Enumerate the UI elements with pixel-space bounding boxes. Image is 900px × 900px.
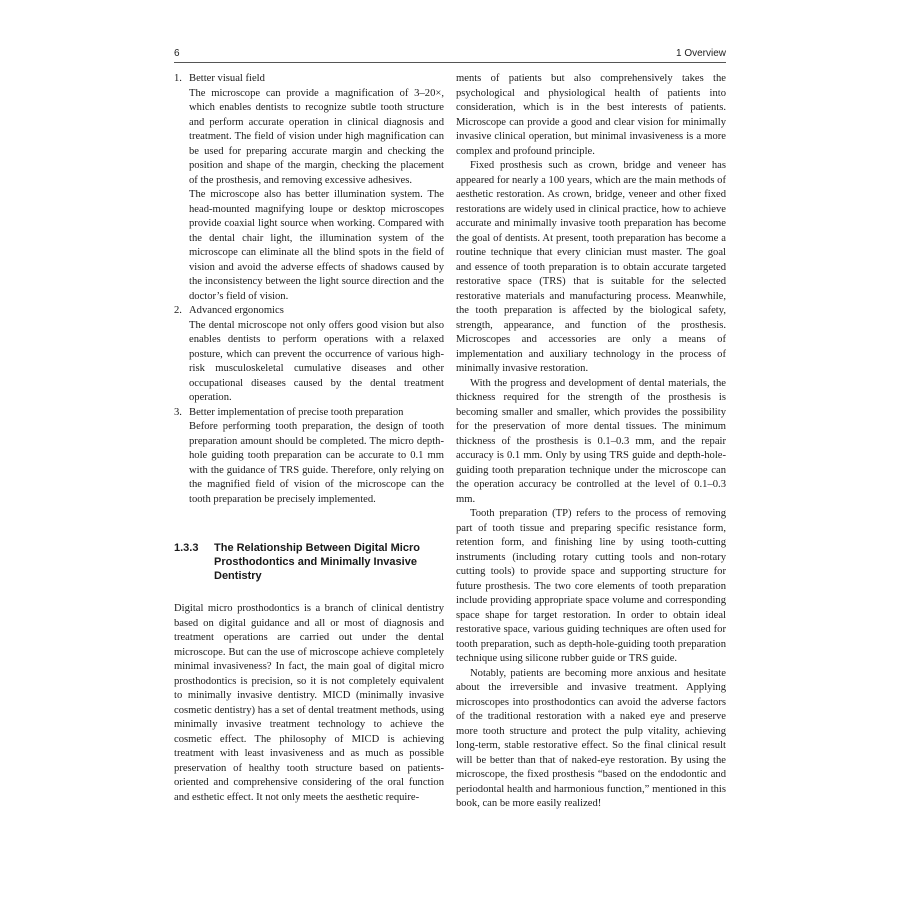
paragraph: ments of patients but also comprehensively takes the psychological and physiological health of patients into consideration, which is in the best interests of patients. Microscope can provide a good and clear vision for minimally invasive clinical operation, but minimal invasiveness is a more complex and profound principle. (456, 73, 726, 157)
list-item (174, 406, 444, 508)
chapter-title: 1 Overview (675, 48, 726, 59)
paragraph: Tooth preparation (TP) refers to the process of removing part of tooth tissue and preparing specific resistance form, retention form, and finishing line by using tooth-cutting instruments (including rotary cutting tools and non-rotary cutting tools) to provide space and supporting structure for future prosthesis. The two core elements of tooth preparation include providing appropriate space volume and corresponding space shape for target restoration. In order to obtain ideal restorative space, various guiding techniques are often used for tooth preparation, such as depth-hole-guiding tooth preparation technique using silicone rubber guide or TRS guide. (456, 508, 726, 664)
paragraph: The microscope also has better illumination system. The head-mounted magnifying loupe or desktop microscopes provide coaxial light source when working. Compared with the dental chair light, the illumination system of the microscope can eliminate all the blind spots in the field of vision and avoid the adverse effects of shadows caused by the inconsistency between the light source direction and the doctor’s field of vision. (189, 189, 444, 302)
list-item (174, 304, 444, 406)
paragraph: Fixed prosthesis such as crown, bridge and veneer has appeared for nearly a 100 years, which are the main methods of aesthetic restoration. As crown, bridge, veneer and other fixed restorations are widely used in clinical practice, how to achieve accurate and minimally invasive tooth preparation has become the goal of dentists. At present, tooth preparation has become a routine technique that every clinician must master. The goal and essence of tooth preparation is to obtain accurate targeted restorative space (TRS) that is suitable for the selected restorative materials and manufacturing process. Meanwhile, the tooth preparation is affected by the biological safety, strength, appearance, and function of the prosthesis. Microscopes and accessories are only a means of implementation and auxiliary technology in the process of minimally invasive restoration. (456, 160, 726, 374)
paragraph: Notably, patients are becoming more anxious and hesitate about the irreversible and invasive treatment. Applying microscopes into prosthodontics can avoid the adverse factors of the traditional restoration with a naked eye and preserve more tooth structure and protect the pulp vitality, achieving long-term, stable restorative effect. So the final clinical result will be better than that of naked-eye restoration. By using the microscope, the fixed prosthesis “based on the endodontic and periodontal health and harmonious function,” mentioned in this book, can be more easily realized! (456, 667, 726, 809)
section-number: 1.3.3 (174, 542, 199, 554)
list-item-heading: Better visual field (189, 73, 265, 84)
section-heading (174, 541, 444, 583)
paragraph: With the progress and development of dental materials, the thickness required for the strength of the prosthesis is becoming smaller and smaller, which provides the possibility for the preservation of more dental tissues. The minimum thickness of the prosthesis is 0.1–0.3 mm, and the repair accuracy is 0.1 mm. Only by using TRS guide and depth-hole-guiding tooth preparation technique under the microscope can the operation accuracy be controlled at the level of 0.1–0.3 mm. (456, 377, 726, 505)
list-number: 1. (174, 73, 182, 84)
paragraph: Digital micro prosthodontics is a branch of clinical dentistry based on digital guidance and all or most of diagnosis and treatment operations are carried out under the dental microscope. But can the use of microscope achieve completely minimal invasiveness? In fact, the main goal of digital micro prosthodontics is precision, so it is not completely equivalent to minimally invasive dentistry. MICD (minimally invasive cosmetic dentistry) has a set of dental treatment methods, using minimally invasive treatment technology to achieve the cosmetic effect. The philosophy of MICD is achieving treatment with least invasiveness and as much as possible preservation of healthy tooth structure based on patients-oriented and comprehensive considering of the oral function and esthetic effect. It not only meets the aesthetic require- (174, 603, 444, 803)
list-item (174, 72, 444, 304)
paragraph: The microscope can provide a magnification of 3–20×, which enables dentists to recognize subtle tooth structure and perform accurate operation in clinical diagnosis and treatment. The field of vision under high magnification can be used for preparing accurate margin and checking the position and shape of the margin, checking the placement of the prosthesis, and removing excessive adhesives. (189, 87, 444, 186)
paragraph: Before performing tooth preparation, the design of tooth preparation amount should be completed. The micro depth-hole guiding tooth preparation can be accurate to 0.1 mm with the guidance of TRS guide. Therefore, only relying on the magnified field of vision of the microscope can the tooth preparation be precisely implemented. (189, 421, 444, 505)
paragraph: The dental microscope not only offers good vision but also enables dentists to perform operations with a relaxed posture, which can prevent the occurrence of various high-risk musculoskeletal cumulative diseases and other occupational diseases caused by the dental treatment operation. (189, 319, 444, 403)
page-number: 6 (174, 48, 180, 59)
list-number: 2. (174, 305, 182, 316)
left-column (174, 72, 444, 805)
header-rule (174, 62, 726, 63)
list-item-heading: Advanced ergonomics (189, 305, 284, 316)
section-title: The Relationship Between Digital Micro Prosthodontics and Minimally Invasive Dentistry (214, 542, 420, 582)
list-number: 3. (174, 406, 182, 418)
list-item-heading: Better implementation of precise tooth preparation (189, 406, 404, 418)
right-column (456, 72, 726, 812)
